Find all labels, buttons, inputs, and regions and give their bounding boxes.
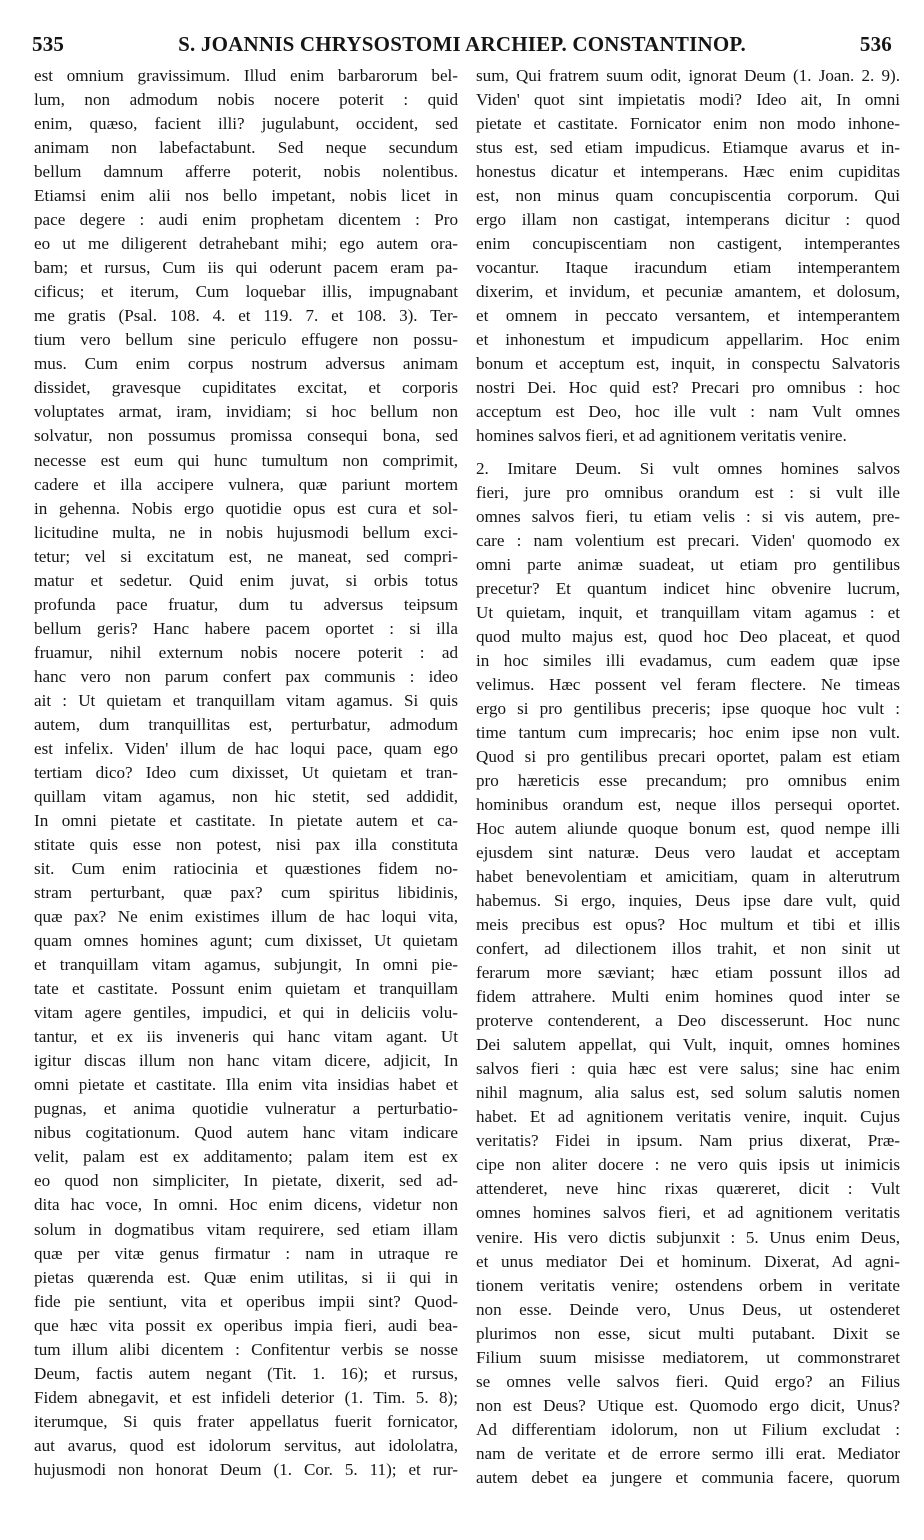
text-line: licitudine multa, ne in nobis hujusmodi bellum exci- <box>34 522 458 542</box>
text-line: quillam vitam agamus, non hic stetit, sed addidit, <box>34 786 458 806</box>
text-line: fide pie sentiunt, vita et operibus impii sint? Quod- <box>34 1291 458 1311</box>
text-line: nihil magnum, alia salus est, sed solum salutis nomen <box>476 1083 900 1103</box>
text-line: lum, non admodum nobis nocere poterit : quid <box>34 90 458 110</box>
text-line: velimus. Hæc possent vel feram flectere. Ne timeas <box>476 674 900 694</box>
text-line: veritatis? Fidei in ipsum. Nam prius dixerat, Præ- <box>476 1131 900 1151</box>
text-line: pro hæreticis esse precandum; pro omnibus enim <box>476 770 900 790</box>
text-line: acceptum est Deo, hoc ille vult : nam Vult omnes <box>476 402 900 422</box>
text-line: me gratis (Psal. 108. 4. et 119. 7. et 108. 3). Ter- <box>34 306 458 326</box>
text-line: plurimos non esse, sicut multi putabant. Dixit se <box>476 1323 900 1343</box>
text-line: fidem attrahere. Multi enim homines quod inter se <box>476 987 900 1007</box>
text-line: Filium suum misisse mediatorem, ut commonstraret <box>476 1347 900 1367</box>
text-line: eo quod non simpliciter, In pietate, dixerit, sed ad- <box>34 1171 458 1191</box>
text-line: Deum, factis autem negant (Tit. 1. 16); et rursus, <box>34 1363 458 1383</box>
text-line: enim concupiscentiam non castigent, intemperantes <box>476 234 900 254</box>
text-line: animam non labefactabunt. Sed neque secundum <box>34 138 458 158</box>
text-line: salvos fieri : quia hæc est vere salus; sine hac enim <box>476 1059 900 1079</box>
text-line: bellum geris? Hanc habere pacem oportet : si illa <box>34 618 458 638</box>
text-line: et tranquillam vitam agamus, subjungit, In omni pie- <box>34 955 458 975</box>
text-line: Etiamsi enim alii nos bello impetant, nobis licet in <box>34 186 458 206</box>
text-line: matur et sedetur. Quid enim juvat, si orbis totus <box>34 570 458 590</box>
running-title: S. JOANNIS CHRYSOSTOMI ARCHIEP. CONSTANTINOP. <box>178 32 746 56</box>
text-line: confert, ad dilectionem illos trahit, et non sinit ut <box>476 939 900 959</box>
text-line: et inhonestum et impudicum appellarim. Hoc enim <box>476 330 900 350</box>
text-line: est infelix. Viden' illum de hac loqui pace, quam ego <box>34 738 458 758</box>
text-line: tum illum alibi dicentem : Confitentur verbis se nosse <box>34 1339 458 1359</box>
text-line: attenderet, neve hinc rixas quæreret, dicit : Vult <box>476 1179 900 1199</box>
text-line: non esse. Deinde vero, Unus Deus, ut ostenderet <box>476 1299 900 1319</box>
text-line: profunda pace fruatur, dum tu adversus teipsum <box>34 594 458 614</box>
text-line: hominibus orandum est, neque illos persequi oportet. <box>476 794 900 814</box>
text-line: Quod si pro gentilibus precari oportet, palam est etiam <box>476 746 900 766</box>
text-line: ferarum more sæviant; hæc etiam possunt illos ad <box>476 963 900 983</box>
text-line: stitate quis esse non potest, nisi pax illa constituta <box>34 835 458 854</box>
text-line: sum, Qui fratrem suum odit, ignorat Deum (1. Joan. 2. 9). <box>476 66 900 85</box>
text-line: stram perturbant, quæ pax? cum spiritus libidinis, <box>34 883 458 903</box>
text-line: cipe non aliter docere : ne vero quis ipsis ut inimicis <box>476 1155 900 1175</box>
text-line: ergo si pro gentilibus preceris; ipse quoque hoc vult : <box>476 698 900 718</box>
page-number-left: 535 <box>32 32 65 56</box>
text-line: velit, palam est ex additamento; palam item est ex <box>34 1147 458 1167</box>
text-line: eo ut me diligerent detrahebant mihi; ego autem ora- <box>34 234 458 254</box>
text-line: in gehenna. Nobis ergo quotidie opus est cura et sol- <box>34 498 458 518</box>
text-line: pietas quærenda est. Quæ enim utilitas, si ii qui in <box>34 1267 458 1287</box>
text-line: tate et castitate. Possunt enim quietam et tranquillam <box>34 979 458 999</box>
text-line: nibus cogitationum. Quod autem hanc vitam indicare <box>34 1123 458 1143</box>
text-line: proterve contenderent, a Deo discesserunt. Hoc nunc <box>476 1011 900 1031</box>
text-line: hanc vero non parum confert pax communis : ideo <box>34 666 458 686</box>
text-line: vitam agere gentiles, impudici, et qui in deliciis volu- <box>34 1003 458 1023</box>
text-line: venire. His vero dictis subjunxit : 5. Unus enim Deus, <box>476 1227 900 1247</box>
text-line: ergo illam non castigat, intemperans dicitur : quod <box>476 210 900 230</box>
text-line: aut avarus, quod est idolorum servitus, aut idololatra, <box>34 1435 458 1455</box>
text-line: precetur? Et quantum indicet hinc obvenire lucrum, <box>476 578 900 598</box>
text-line: hujusmodi non honorat Deum (1. Cor. 5. 11); et rur- <box>34 1459 458 1479</box>
text-line: vocantur. Itaque iracundum etiam intemperantem <box>476 258 900 278</box>
left-text-column <box>34 64 458 1526</box>
text-line: mus. Cum enim corpus nostrum adversus animam <box>34 354 458 374</box>
text-line: non est Deus? Utique est. Quomodo ergo dicit, Unus? <box>476 1395 900 1415</box>
text-line: necesse est eum qui hunc tumultum non comprimit, <box>34 450 458 470</box>
running-header <box>32 32 892 62</box>
text-line: pugnas, et anima quotidie vulneratur a perturbatio- <box>34 1099 458 1119</box>
text-line: habemus. Si ergo, inquies, Deus ipse dare vult, quid <box>476 891 900 911</box>
text-line: sit. Cum enim ratiocinia et quæstiones fidem no- <box>34 859 458 879</box>
text-line: solum in dogmatibus vitam requirere, sed etiam illam <box>34 1219 458 1239</box>
text-line: cificus; et iterum, Cum loquebar illis, impugnabant <box>34 282 458 302</box>
text-line: autem debet ea jungere et communia facere, quorum <box>476 1467 900 1487</box>
text-line: dita hac voce, In omni. Hoc enim dicens, videtur non <box>34 1195 458 1215</box>
text-line: omnes salvos fieri, tu etiam velis : si vis autem, pre- <box>476 506 900 526</box>
text-line: est omnium gravissimum. Illud enim barbarorum bel- <box>34 66 458 85</box>
text-line: est, non minus quam concupiscentia corporum. Qui <box>476 186 900 206</box>
text-line: cadere et illa accipere vulnera, quæ pariunt mortem <box>34 474 458 494</box>
text-line: habet. Et ad agnitionem veritatis venire, inquit. Cujus <box>476 1107 900 1127</box>
text-line: tionem veritatis venire; ostendens orbem in veritate <box>476 1275 900 1295</box>
text-line: bonum et acceptum est, inquit, in conspectu Salvatoris <box>476 354 900 374</box>
text-line: care : nam volentium est precari. Viden' quomodo ex <box>476 530 900 550</box>
text-line: ait : Ut quietam et tranquillam vitam agamus. Si quis <box>34 690 458 710</box>
text-line: iterumque, Si quis frater appellatus fuerit fornicator, <box>34 1411 458 1431</box>
right-text-column <box>476 64 900 1526</box>
text-line: homines salvos fieri, et ad agnitionem veritatis venire. <box>476 426 847 446</box>
text-line: quam omnes homines agunt; cum dixisset, Ut quietam <box>34 931 458 951</box>
text-line: omni pietate et castitate. Illa enim vita insidias habet et <box>34 1075 458 1095</box>
text-line: nostri Dei. Hoc quid est? Precari pro omnibus : hoc <box>476 378 900 398</box>
text-line: et unus mediator Dei et hominum. Dixerat, Ad agni- <box>476 1251 900 1271</box>
text-line: pietate et castitate. Fornicator enim non modo inhone- <box>476 114 900 134</box>
text-line: Ut quietam, inquit, et tranquillam vitam agamus : et <box>476 602 900 622</box>
text-line: se omnes velle salvos fieri. Quid ergo? an Filius <box>476 1371 900 1391</box>
text-line: omnes homines salvos fieri, et ad agnitionem veritatis <box>476 1203 900 1223</box>
page-number-right: 536 <box>859 32 892 56</box>
text-line: time tantum cum imprecaris; hoc enim ipse non vult. <box>476 722 900 742</box>
text-line: quæ per vitæ genus firmatur : nam in utraque re <box>34 1243 458 1263</box>
text-line: fieri, jure pro omnibus orandum est : si vult ille <box>476 482 900 502</box>
text-line: bam; et rursus, Cum iis qui oderunt pacem eram pa- <box>34 258 458 278</box>
text-line: fruamur, nihil externum nobis nocere poterit : ad <box>34 642 458 662</box>
text-line: enim, quæso, facient illi? jugulabunt, occident, sed <box>34 114 458 134</box>
text-line: quod multo majus est, quod hoc Deo placeat, et quod <box>476 626 900 646</box>
text-line: tium vero bellum sine periculo effugere non possu- <box>34 330 458 350</box>
text-line: 2. Imitare Deum. Si vult omnes homines salvos <box>476 458 900 478</box>
text-line: tantur, et ex iis inveneris qui hanc vitam agant. Ut <box>34 1027 458 1047</box>
text-line: et omnem in peccato versantem, et intemperantem <box>476 306 900 326</box>
text-line: tertiam dico? Ideo cum dixisset, Ut quietam et tran- <box>34 762 458 782</box>
text-line: In omni pietate et castitate. In pietate autem et ca- <box>34 810 458 830</box>
text-line: Ad differentiam idolorum, non ut Filium excludat : <box>476 1419 900 1439</box>
text-line: autem, dum tranquillitas est, perturbatur, admodum <box>34 714 458 734</box>
text-line: solvatur, non possumus promissa consequi bona, sed <box>34 426 458 446</box>
text-line: omni parte animæ suadeat, ut etiam pro gentilibus <box>476 554 900 574</box>
text-line: honestus dicatur et intemperans. Hæc enim cupiditas <box>476 162 900 182</box>
text-line: Dei salutem appellat, qui Vult, inquit, omnes homines <box>476 1035 900 1055</box>
text-line: pace degere : audi enim prophetam dicentem : Pro <box>34 210 458 230</box>
text-line: dixerim, et invidum, et pecuniæ amantem, et dolosum, <box>476 282 900 302</box>
text-line: stus est, sed etiam impudicus. Etiamque avarus et in- <box>476 138 900 158</box>
text-line: tetur; vel si excitatum est, ne maneat, sed compri- <box>34 546 458 566</box>
text-line: nam de veritate et de errore sermo illi erat. Mediator <box>476 1443 900 1463</box>
text-line: igitur discas illum non hanc vitam dicere, adjicit, In <box>34 1051 458 1071</box>
text-line: quæ pax? Ne enim existimes illum de hac loqui vita, <box>34 907 458 927</box>
text-line: voluptates armat, iram, invidiam; si hoc bellum non <box>34 402 458 422</box>
text-line: Fidem abnegavit, et est infideli deterior (1. Tim. 5. 8); <box>34 1387 458 1407</box>
text-line: dissidet, gravesque cupiditates excitat, et corporis <box>34 378 458 398</box>
text-line: in hoc similes illi evadamus, cum eadem quæ ipse <box>476 650 900 670</box>
text-line: ejusdem sint naturæ. Deus vero laudat et acceptam <box>476 843 900 862</box>
text-line: bellum damnum afferre poterit, nobis nolentibus. <box>34 162 458 182</box>
text-line: Hoc autem aliunde quoque bonum est, quod nempe illi <box>476 818 900 838</box>
text-line: meis precibus est opus? Hoc multum et tibi et illis <box>476 915 900 935</box>
text-line: Viden' quot sint impietatis modi? Ideo ait, In omni <box>476 90 900 110</box>
text-line: habet benevolentiam et amicitiam, quam in alterutrum <box>476 867 900 887</box>
text-line: que hæc vita possit ex operibus impia fieri, audi bea- <box>34 1315 458 1335</box>
